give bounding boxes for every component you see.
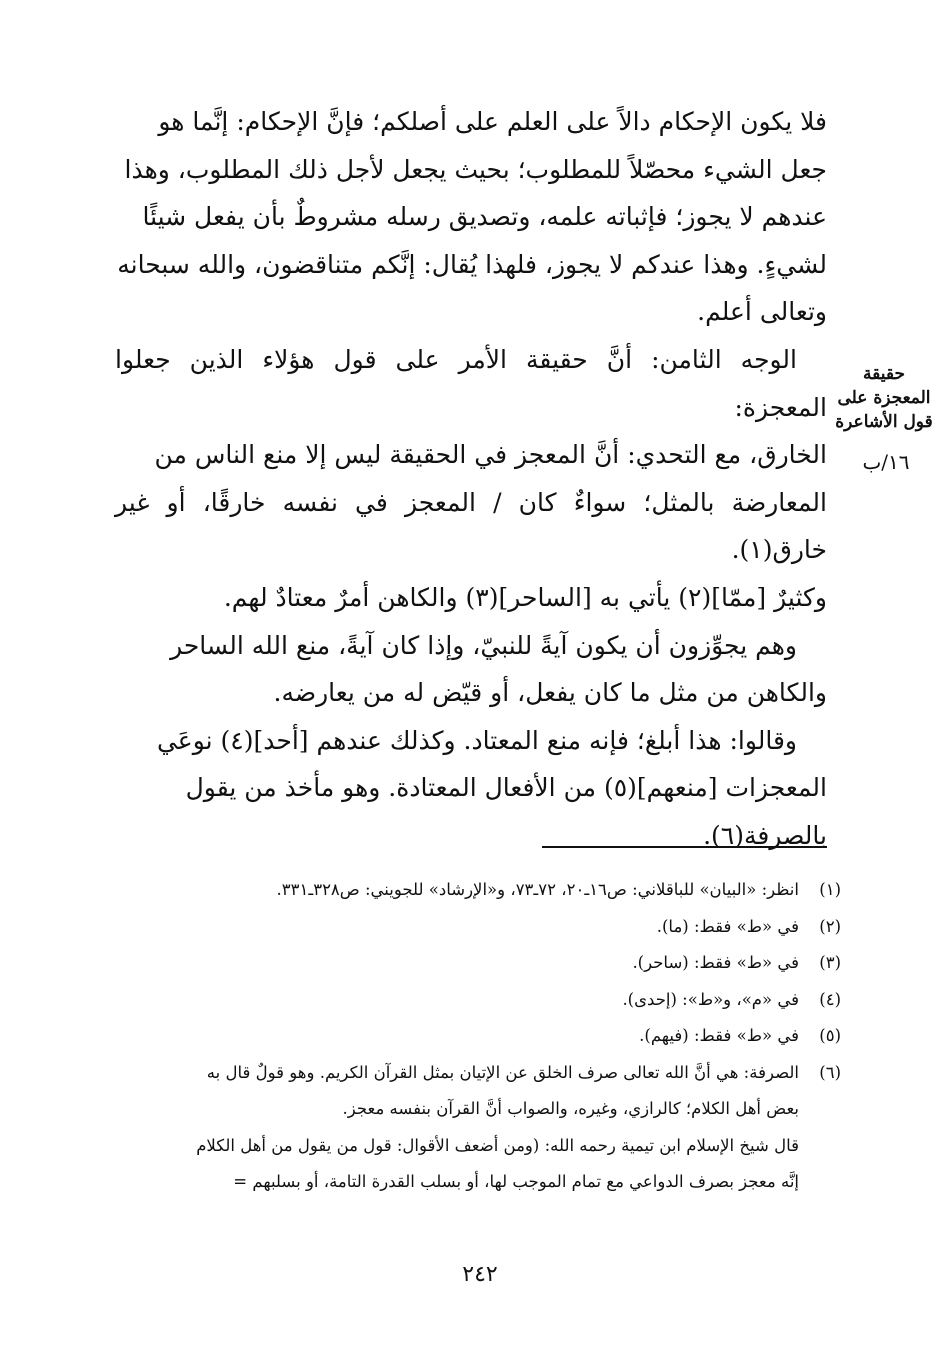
margin-topic-note: حقيقة المعجزة على قول الأشاعرة [835, 364, 933, 432]
text-line: والكاهن من مثل ما كان يفعل، أو قيّض له من يعارضه. [273, 678, 827, 708]
text-line: المعجزات [منعهم](٥) من الأفعال المعتادة. وهو مأخذ من يقول [185, 773, 827, 803]
text-line: عندهم لا يجوز؛ فإثباته علمه، وتصديق رسله مشروطٌ بأن يفعل شيئًا [142, 202, 827, 232]
footnote-number: (١) [819, 880, 841, 899]
text-line: جعل الشيء محصّلاً للمطلوب؛ بحيث يجعل لأجل ذلك المطلوب، وهذا [124, 154, 827, 184]
page-number: ٢٤٢ [462, 1262, 498, 1287]
text-line: لشيءٍ. وهذا عندكم لا يجوز، فلهذا يُقال: إنَّكم متناقضون، والله سبحانه [117, 249, 827, 279]
footnote-number: (٦) [819, 1062, 841, 1082]
footnote [106, 982, 841, 1019]
footnote-text: الصرفة: هي أنَّ الله تعالى صرف الخلق عن الإتيان بمثل القرآن الكريم. وهو قولٌ قال به [206, 1062, 799, 1082]
text-line: بالصرفة(٦). [703, 820, 827, 850]
text-line: فلا يكون الإحكام دالاً على العلم على أصلكم؛ فإنَّ الإحكام: إنَّما هو [158, 107, 827, 136]
footnote-continuation-line: قال شيخ الإسلام ابن تيمية رحمه الله: (ومن أضعف الأقوال: قول من يقول من أهل الكلام [196, 1135, 799, 1155]
footnote-text: في «ط» فقط: (ما). [656, 916, 799, 936]
manuscript-folio-marker: ١٦/ب [862, 450, 910, 474]
footnote [106, 1055, 841, 1092]
footnotes [106, 872, 841, 1201]
footnote [106, 909, 841, 946]
footnote-continuation-line: إنَّه معجز بصرف الدواعي مع تمام الموجب لها، أو بسلب القدرة التامة، أو بسلبهم = [233, 1172, 799, 1191]
main-text [115, 98, 827, 860]
text-line: الخارق، مع التحدي: أنَّ المعجز في الحقيقة ليس إلا منع الناس من [154, 440, 827, 470]
footnote [106, 945, 841, 982]
text-line: الوجه الثامن: أنَّ حقيقة الأمر على قول هؤلاء الذين جعلوا المعجزة: [115, 344, 827, 422]
text-line: المعارضة بالمثل؛ سواءٌ كان / المعجز في نفسه خارقًا، أو غير خارق(١). [115, 487, 827, 565]
footnote-text: انظر: «البيان» للباقلاني: ص١٦ـ٢٠، ٧٢ـ٧٣، و«الإرشاد» للجويني: ص٣٢٨ـ٣٣١. [276, 880, 799, 899]
footnote-divider [542, 846, 827, 848]
text-line: وتعالى أعلم. [697, 297, 827, 327]
text-line: وهم يجوِّزون أن يكون آيةً للنبيّ، وإذا كان آيةً، منع الله الساحر [170, 630, 797, 660]
footnote-number: (٤) [819, 989, 841, 1009]
footnote [106, 872, 841, 909]
footnote-continuation-line: بعض أهل الكلام؛ كالرازي، وغيره، والصواب أنَّ القرآن بنفسه معجز. [342, 1099, 799, 1118]
footnote-text: في «ط» فقط: (ساحر). [632, 953, 799, 972]
footnote-number: (٢) [819, 916, 841, 936]
text-line: وكثيرٌ [ممّا](٢) يأتي به [الساحر](٣) والكاهن أمرٌ معتادٌ لهم. [223, 582, 827, 612]
footnote-number: (٥) [819, 1026, 841, 1045]
footnote-text: في «ط» فقط: (فيهم). [639, 1026, 799, 1045]
footnote [106, 1018, 841, 1055]
footnote-number: (٣) [819, 953, 841, 972]
footnote-text: في «م»، و«ط»: (إحدى). [622, 989, 799, 1009]
text-line: وقالوا: هذا أبلغ؛ فإنه منع المعتاد. وكذلك عندهم [أحد](٤) نوعَي [156, 725, 797, 755]
